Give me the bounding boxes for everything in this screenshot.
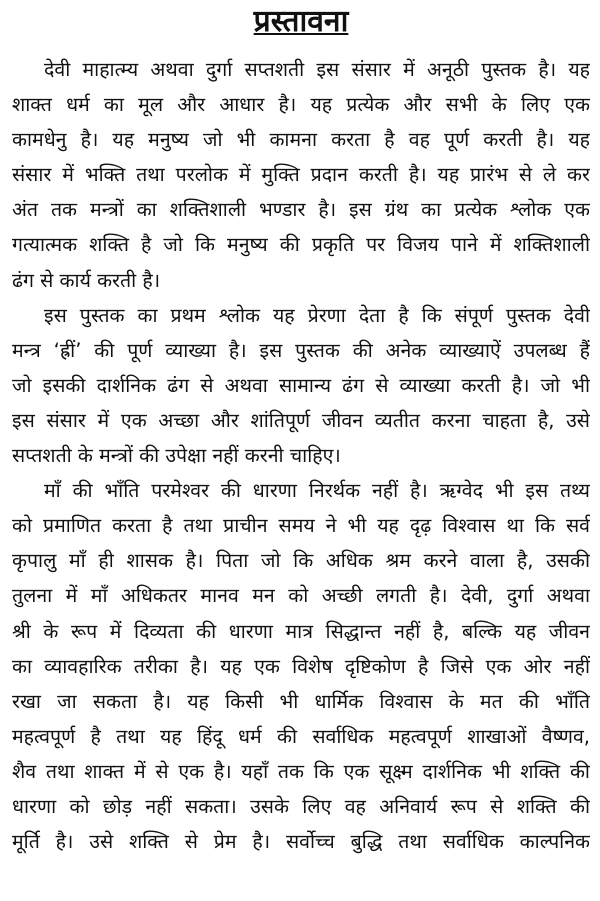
text-line: देवी माहात्म्य अथवा दुर्गा सप्तशती इस संसार में अनूठी पुस्तक है। यह xyxy=(44,58,590,81)
text-line: इस संसार में एक अच्छा और शांतिपूर्ण जीवन व्यतीत करना चाहता है, उसे xyxy=(12,408,590,432)
text-line: मूर्ति है। उसे शक्ति से प्रेम है। सर्वोच्च बुद्धि तथा सर्वाधिक काल्पनिक xyxy=(12,830,590,854)
paragraph-1 xyxy=(12,52,590,298)
text-line: संसार में भक्ति तथा परलोक में मुक्ति प्रदान करती है। यह प्रारंभ से ले कर xyxy=(12,163,590,187)
paragraph-3 xyxy=(12,473,590,859)
text-line: इस पुस्तक का प्रथम श्लोक यह प्रेरणा देता है कि संपूर्ण पुस्तक देवी xyxy=(44,303,590,327)
page-title: प्रस्तावना xyxy=(253,4,349,39)
text-line: कृपालु माँ ही शासक है। पिता जो कि अधिक श्रम करने वाला है, उसकी xyxy=(12,549,590,573)
text-line: तुलना में माँ अधिकतर मानव मन को अच्छी लगती है। देवी, दुर्गा अथवा xyxy=(12,584,590,608)
text-line: ढंग से कार्य करती है। xyxy=(12,268,161,292)
text-line: रखा जा सकता है। यह किसी भी धार्मिक विश्वास के मत की भाँति xyxy=(12,689,590,713)
text-line: माँ की भाँति परमेश्वर की धारणा निरर्थक नहीं है। ऋग्वेद भी इस तथ्य xyxy=(44,479,590,503)
text-line: जो इसकी दार्शनिक ढंग से अथवा सामान्य ढंग से व्याख्या करती है। जो भी xyxy=(12,373,590,397)
text-line: शाक्त धर्म का मूल और आधार है। यह प्रत्येक और सभी के लिए एक xyxy=(12,93,590,117)
text-line: अंत तक मन्त्रों का शक्तिशाली भण्डार है। इस ग्रंथ का प्रत्येक श्लोक एक xyxy=(12,198,590,222)
text-line: धारणा को छोड़ नहीं सकता। उसके लिए वह अनिवार्य रूप से शक्ति की xyxy=(12,794,590,818)
text-line: का व्यावहारिक तरीका है। यह एक विशेष दृष्टिकोण है जिसे एक ओर नहीं xyxy=(12,654,590,678)
text-line: कामधेनु है। यह मनुष्य जो भी कामना करता है वह पूर्ण करती है। यह xyxy=(12,128,590,152)
text-line: महत्वपूर्ण है तथा यह हिंदू धर्म की सर्वाधिक महत्वपूर्ण शाखाओं वैष्णव, xyxy=(12,724,590,748)
text-line: गत्यात्मक शक्ति है जो कि मनुष्य की प्रकृति पर विजय पाने में शक्तिशाली xyxy=(12,233,590,257)
text-line: सप्तशती के मन्त्रों की उपेक्षा नहीं करनी चाहिए। xyxy=(12,444,341,468)
text-line: शैव तथा शाक्त में से एक है। यहाँ तक कि एक सूक्ष्म दार्शनिक भी शक्ति की xyxy=(12,759,590,783)
text-line: को प्रमाणित करता है तथा प्राचीन समय ने भी यह दृढ़ विश्वास था कि सर्व xyxy=(12,514,590,538)
paragraph-2 xyxy=(12,298,590,473)
text-line: श्री के रूप में दिव्यता की धारणा मात्र सिद्धान्त नहीं है, बल्कि यह जीवन xyxy=(12,619,590,643)
text-line: मन्त्र ‘ह्रीं’ की पूर्ण व्याख्या है। इस पुस्तक की अनेक व्याख्याऐं उपलब्ध हैं xyxy=(12,338,590,362)
